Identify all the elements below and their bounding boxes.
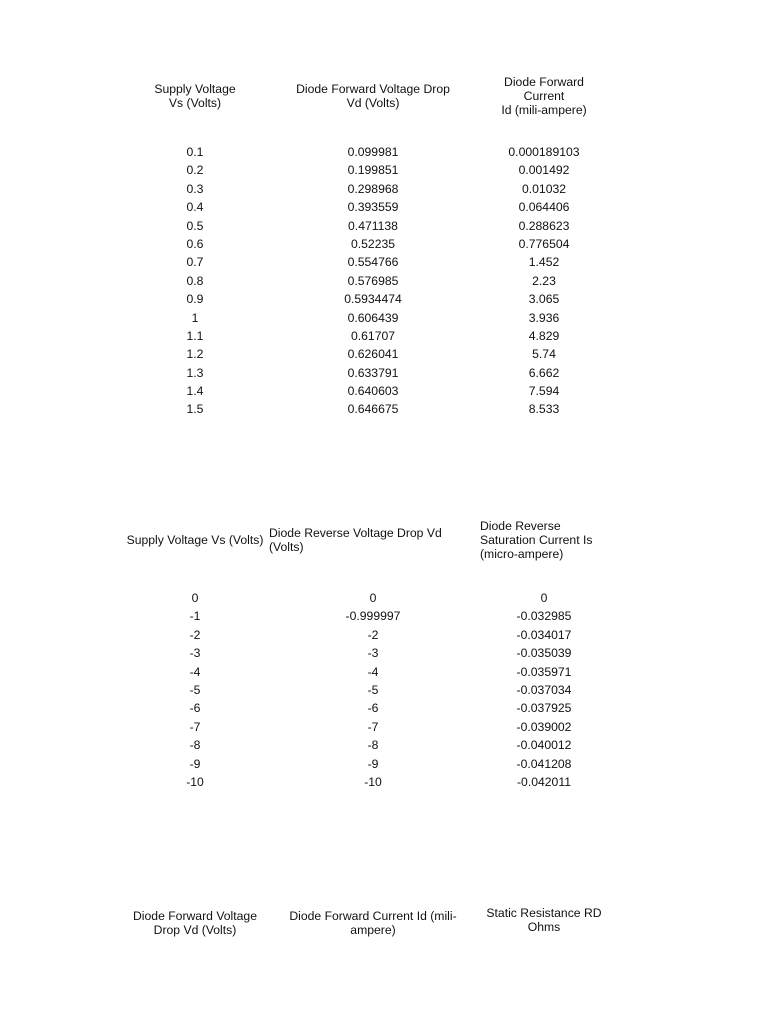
header-line: Supply Voltage Vs (Volts) <box>126 533 264 547</box>
table-cell: 0.099981 <box>347 145 399 159</box>
table-cell: 0.7 <box>186 255 204 270</box>
header-line: Supply Voltage <box>154 82 236 96</box>
table-cell: -0.999997 <box>345 609 401 624</box>
table-cell: 8.533 <box>528 402 560 417</box>
table-cell: 0.471138 <box>348 218 398 233</box>
table-cell: 1.4 <box>186 384 204 399</box>
forward-column-vd <box>323 143 423 419</box>
table-cell: 0.000189103 <box>508 145 580 159</box>
header-line: Saturation Current Is <box>480 533 593 547</box>
table-cell: -6 <box>367 701 379 716</box>
forward-column-id <box>489 143 599 419</box>
resistance-header-rd <box>479 906 609 934</box>
table-cell: 0.8 <box>186 273 204 288</box>
table-cell: 0.298968 <box>347 181 399 196</box>
resistance-header-id <box>276 909 470 937</box>
table-cell: -7 <box>367 719 379 734</box>
reverse-column-supply <box>155 589 235 791</box>
table-cell: 1.1 <box>186 328 204 343</box>
table-cell: 1 <box>191 310 199 325</box>
reverse-header-supply <box>120 533 270 547</box>
resistance-header-vd <box>120 909 270 937</box>
header-line: (micro-ampere) <box>480 547 564 561</box>
table-cell: 1.3 <box>186 365 204 380</box>
table-cell: -7 <box>189 719 201 734</box>
table-cell: 0.393559 <box>347 200 399 215</box>
header-line: ampere) <box>350 923 396 937</box>
header-line: Vd (Volts) <box>346 96 400 110</box>
table-cell: -1 <box>189 609 201 624</box>
header-line: Diode Forward <box>504 75 584 89</box>
table-cell: 0.199851 <box>347 163 399 178</box>
table-cell: 0.554766 <box>347 255 399 270</box>
table-cell: 0 <box>540 591 548 605</box>
table-cell: -9 <box>367 756 379 771</box>
table-cell: -0.042011 <box>517 774 571 789</box>
table-cell: -0.039002 <box>516 719 572 734</box>
table-cell: 0.288623 <box>518 218 570 233</box>
table-cell: -0.037034 <box>516 682 572 697</box>
table-cell: 0.001492 <box>518 163 570 178</box>
header-line: (Volts) <box>269 540 304 554</box>
table-cell: 0.01032 <box>521 181 567 196</box>
table-cell: -3 <box>367 646 379 661</box>
table-cell: 0.3 <box>186 181 204 196</box>
table-cell: 2.23 <box>532 273 556 288</box>
table-cell: -0.034017 <box>516 627 572 642</box>
table-cell: 0.064406 <box>518 200 570 215</box>
table-cell: 1.2 <box>186 347 204 362</box>
table-cell: -0.037925 <box>516 701 572 716</box>
forward-header-supply <box>135 82 255 110</box>
table-cell: -0.035971 <box>516 664 572 679</box>
table-cell: 7.594 <box>528 384 560 399</box>
forward-header-vd <box>283 82 463 110</box>
reverse-column-is <box>489 589 599 791</box>
table-cell: -8 <box>367 738 379 753</box>
table-cell: -0.032985 <box>516 609 572 624</box>
forward-header-id <box>479 75 609 117</box>
table-cell: -2 <box>367 627 379 642</box>
table-cell: -4 <box>367 664 379 679</box>
table-cell: -9 <box>189 756 201 771</box>
table-cell: 0.9 <box>186 292 204 307</box>
header-line: Id (mili-ampere) <box>501 103 587 117</box>
header-line: Diode Forward Voltage Drop <box>296 82 450 96</box>
header-line: Vs (Volts) <box>168 96 222 110</box>
table-cell: 1.452 <box>528 255 560 270</box>
table-cell: -3 <box>189 646 201 661</box>
header-line: Static Resistance RD <box>486 906 602 920</box>
table-cell: 0.5934474 <box>344 292 402 307</box>
table-cell: 3.936 <box>528 310 560 325</box>
table-cell: 0.576985 <box>347 273 399 288</box>
reverse-header-is <box>480 519 620 561</box>
table-cell: -2 <box>189 627 201 642</box>
table-cell: 4.829 <box>528 328 560 343</box>
table-cell: 0.640603 <box>347 384 399 399</box>
table-cell: 6.662 <box>528 365 560 380</box>
header-line: Ohms <box>527 920 561 934</box>
table-cell: 0.1 <box>186 145 204 159</box>
table-cell: -10 <box>364 774 382 789</box>
table-cell: 3.065 <box>528 292 560 307</box>
table-cell: 0 <box>191 591 199 605</box>
header-line: Current <box>523 89 565 103</box>
table-cell: 1.5 <box>186 402 204 417</box>
header-line: Diode Forward Voltage <box>133 909 257 923</box>
table-cell: 5.74 <box>532 347 556 362</box>
table-cell: 0.4 <box>186 200 204 215</box>
table-cell: 0.626041 <box>347 347 399 362</box>
table-cell: -10 <box>186 774 204 789</box>
table-cell: 0.646675 <box>347 402 399 417</box>
table-cell: 0.6 <box>186 236 204 251</box>
table-cell: -0.035039 <box>516 646 572 661</box>
table-cell: 0.776504 <box>518 236 570 251</box>
table-cell: 0.633791 <box>347 365 399 380</box>
reverse-column-vd <box>323 589 423 791</box>
table-cell: 0 <box>369 591 377 605</box>
table-cell: 0.606439 <box>347 310 399 325</box>
table-cell: 0.52235 <box>350 236 396 251</box>
header-line: Diode Reverse <box>480 519 561 533</box>
table-cell: -5 <box>367 682 379 697</box>
header-line: Drop Vd (Volts) <box>153 923 237 937</box>
table-cell: 0.5 <box>186 218 204 233</box>
reverse-header-vd <box>269 526 459 554</box>
table-cell: 0.2 <box>186 163 204 178</box>
table-cell: -6 <box>189 701 201 716</box>
header-line: Diode Forward Current Id (mili- <box>289 909 457 923</box>
table-cell: -4 <box>189 664 201 679</box>
table-cell: -0.041208 <box>516 756 572 771</box>
table-cell: -0.040012 <box>516 738 572 753</box>
header-line: Diode Reverse Voltage Drop Vd <box>269 526 442 540</box>
forward-column-supply <box>155 143 235 419</box>
table-cell: -8 <box>189 738 201 753</box>
table-cell: -5 <box>189 682 201 697</box>
table-cell: 0.61707 <box>350 328 396 343</box>
